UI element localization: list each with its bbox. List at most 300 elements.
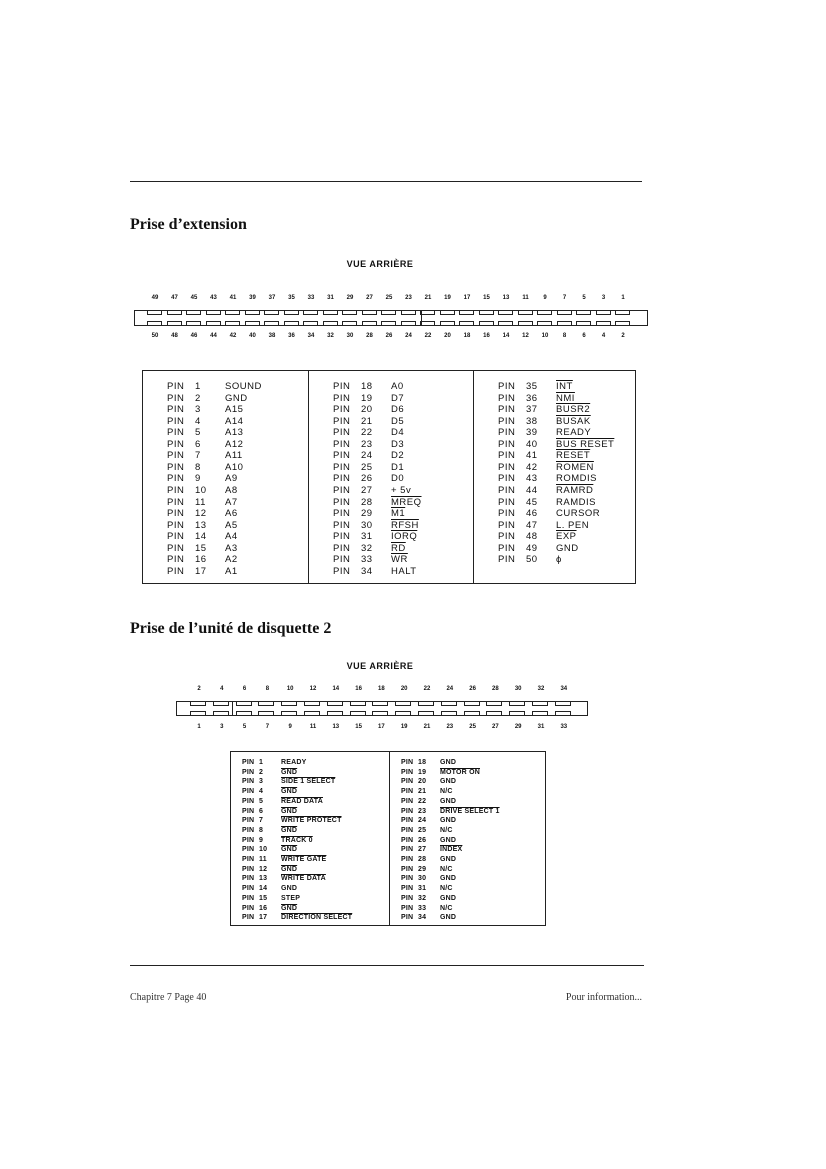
pin-number: 8 (259, 826, 264, 834)
pin-label: PIN (401, 768, 414, 776)
connector-slot (342, 310, 357, 315)
pin-label: PIN (401, 817, 414, 825)
pin-label: PIN (242, 894, 255, 902)
pin-label: PIN (167, 519, 185, 531)
pin-number: 30 (361, 519, 373, 531)
connector-slot (342, 321, 357, 326)
pin-label: PIN (167, 392, 185, 404)
pin-number: 26 (418, 836, 427, 844)
pin-label: PIN (167, 381, 185, 392)
pin-signal: WRITE GATE (281, 856, 327, 863)
pin-label: PIN (242, 768, 255, 776)
pin-label: PIN (242, 817, 255, 825)
pin-label: PIN (498, 381, 516, 392)
pin-label: PIN (333, 427, 351, 439)
connector-slot (464, 711, 480, 716)
pin-number: 21 (424, 295, 432, 301)
pin-number: 16 (195, 554, 207, 566)
pin-number: 8 (265, 686, 270, 692)
pin-label: PIN (333, 473, 351, 485)
connector-slot (486, 711, 502, 716)
connector-slot (459, 310, 474, 315)
pin-signal: ROMDIS (556, 473, 597, 485)
pin-signal: A2 (225, 554, 238, 566)
pin-signal: GND (440, 797, 457, 805)
pin-signal: STEP (281, 894, 301, 902)
pin-label: PIN (401, 865, 414, 873)
pin-number: 34 (307, 333, 315, 339)
pin-signal: GND (440, 817, 457, 825)
connector-slot (362, 310, 377, 315)
pin-number: 8 (195, 461, 201, 473)
pin-column-1 (231, 752, 389, 925)
connector-slot (518, 310, 533, 315)
pin-label: PIN (167, 461, 185, 473)
pin-signal: BUSR2 (556, 404, 591, 416)
pin-signal: N/C (440, 904, 453, 912)
pin-label: PIN (498, 450, 516, 462)
pin-label: PIN (333, 531, 351, 543)
pin-number: 22 (423, 686, 431, 692)
pin-signal: READ DATA (281, 797, 323, 805)
pin-number: 8 (562, 333, 567, 339)
pin-label: PIN (242, 846, 255, 854)
pin-number: 4 (259, 788, 264, 796)
connector-slot (167, 310, 182, 315)
pin-number: 9 (288, 724, 292, 730)
connector-slot (615, 310, 630, 315)
pin-number: 7 (259, 817, 264, 825)
pin-number: 15 (195, 542, 207, 554)
pin-label: PIN (242, 788, 255, 796)
connector-slot (509, 701, 525, 706)
pin-label: PIN (401, 836, 414, 844)
pin-label: PIN (333, 461, 351, 473)
pin-label: PIN (167, 427, 185, 439)
view-label-disk: VUE ARRIÈRE (346, 661, 414, 671)
connector-slot (245, 310, 260, 315)
pin-number: 3 (601, 295, 606, 301)
pin-number: 48 (171, 333, 178, 339)
pin-number: 13 (332, 724, 340, 730)
pin-signal: ROMEN (556, 461, 594, 473)
pin-signal: D3 (391, 438, 405, 450)
pin-signal: N/C (440, 826, 453, 834)
pin-number: 37 (268, 295, 276, 301)
connector-slot (245, 321, 260, 326)
pin-signal: RFSH (391, 519, 419, 531)
pin-signal: HALT (391, 565, 417, 577)
pin-signal: M1 (391, 508, 406, 520)
pin-signal: N/C (440, 885, 453, 893)
pin-label: PIN (167, 415, 185, 427)
connector-slot (303, 310, 318, 315)
pin-number: 46 (190, 333, 198, 339)
pin-number: 42 (229, 333, 237, 339)
connector-slot (213, 711, 229, 716)
pin-number: 47 (526, 519, 538, 531)
top-rule (130, 181, 642, 182)
pin-label: PIN (333, 484, 351, 496)
pin-label: PIN (401, 778, 414, 786)
pin-number: 36 (526, 392, 538, 404)
pin-number: 34 (560, 686, 568, 692)
pin-number: 15 (483, 295, 490, 301)
connector-slot (441, 701, 457, 706)
pin-label: PIN (498, 484, 516, 496)
pin-signal: A7 (225, 496, 238, 508)
pin-signal: $\overline{GND}$ (281, 904, 298, 912)
pin-label: PIN (242, 826, 255, 834)
pin-number: 18 (378, 686, 385, 692)
pin-signal: GND (440, 856, 457, 863)
pin-number: 31 (327, 295, 334, 301)
pin-number: 50 (526, 554, 538, 566)
pin-number: 7 (265, 724, 270, 730)
pin-number: 4 (195, 415, 201, 427)
connector-slot (304, 701, 320, 706)
pin-number: 28 (418, 856, 427, 863)
pin-label: PIN (401, 797, 414, 805)
connector-slot (576, 321, 591, 326)
pin-number: 28 (366, 333, 373, 339)
pin-number: 6 (195, 438, 201, 450)
pin-number: 34 (418, 914, 427, 922)
pin-label: PIN (401, 846, 414, 854)
pin-number: 25 (385, 295, 393, 301)
pin-label: PIN (167, 450, 185, 462)
connector-slot (281, 701, 297, 706)
connector-slot (258, 711, 274, 716)
pin-number: 25 (418, 826, 427, 834)
section-title-disk: Prise de l’unité de disquette 2 (130, 620, 332, 637)
connector-slot (532, 701, 548, 706)
pin-label: PIN (242, 914, 255, 922)
expansion-pin-table (142, 370, 636, 584)
pin-label: PIN (242, 836, 255, 844)
pin-number: 21 (423, 724, 431, 730)
connector-slot (372, 711, 388, 716)
pin-signal: D6 (391, 404, 405, 416)
connector-slot (264, 321, 279, 326)
pin-number: 28 (492, 686, 499, 692)
pin-label: PIN (242, 778, 255, 786)
pin-signal: IORQ (391, 531, 418, 543)
connector-divider (232, 702, 233, 715)
pin-label: PIN (498, 415, 516, 427)
pin-number: 44 (210, 333, 217, 339)
pin-number: 5 (242, 724, 247, 730)
pin-number: 32 (361, 542, 373, 554)
pin-number: 41 (229, 295, 237, 301)
expansion-bottom-pin-numbers (0, 333, 826, 341)
pin-number: 31 (418, 885, 427, 893)
pin-number: 3 (220, 724, 224, 730)
pin-signal: READY (281, 759, 307, 766)
pin-number: 2 (195, 392, 201, 404)
pin-number: 30 (514, 686, 522, 692)
pin-number: 5 (195, 427, 201, 439)
pin-number: 17 (195, 565, 207, 577)
pin-number: 16 (355, 686, 362, 692)
pin-label: PIN (242, 865, 255, 873)
pin-column-1 (143, 371, 308, 583)
pin-signal: DRIVE SELECT 1 (440, 807, 500, 815)
pin-label: PIN (333, 450, 351, 462)
pin-number: 20 (400, 686, 408, 692)
pin-number: 44 (526, 484, 538, 496)
pin-signal: A14 (225, 415, 244, 427)
pin-number: 24 (446, 686, 454, 692)
pin-number: 19 (400, 724, 408, 730)
pin-signal: GND (440, 778, 457, 786)
pin-label: PIN (333, 438, 351, 450)
connector-slot (327, 701, 343, 706)
pin-signal: N/C (440, 788, 453, 796)
pin-signal: TRACK 0 (281, 836, 313, 844)
pin-number: 46 (526, 508, 538, 520)
pin-label: PIN (498, 554, 516, 566)
pin-number: 29 (361, 508, 373, 520)
connector-slot (323, 310, 338, 315)
pin-number: 13 (195, 519, 207, 531)
pin-number: 10 (259, 846, 268, 854)
pin-number: 10 (286, 686, 294, 692)
pin-number: 20 (444, 333, 451, 339)
pin-label: PIN (401, 759, 414, 766)
pin-number: 12 (309, 686, 317, 692)
pin-number: 29 (418, 865, 427, 873)
pin-signal: RAMDIS (556, 496, 596, 508)
pin-label: PIN (333, 508, 351, 520)
pin-number: 7 (195, 450, 201, 462)
connector-slot (459, 321, 474, 326)
connector-slot (498, 321, 513, 326)
pin-number: 24 (361, 450, 373, 462)
pin-number: 15 (259, 894, 268, 902)
pin-number: 29 (514, 724, 522, 730)
pin-number: 30 (346, 333, 354, 339)
pin-number: 31 (361, 531, 373, 543)
pin-signal: $\overline{EXP}$ (556, 531, 577, 543)
connector-slot (236, 701, 252, 706)
connector-slot (225, 321, 240, 326)
pin-number: 2 (259, 768, 264, 776)
pin-signal: GND (440, 875, 457, 883)
connector-slot (381, 321, 396, 326)
pin-number: 4 (220, 686, 224, 692)
pin-signal: A3 (225, 542, 238, 554)
pin-number: 40 (526, 438, 538, 450)
pin-number: 12 (195, 508, 207, 520)
pin-label: PIN (401, 885, 414, 893)
pin-label: PIN (498, 508, 516, 520)
pin-number: 39 (526, 427, 538, 439)
pin-number: 26 (361, 473, 373, 485)
pin-number: 10 (195, 484, 207, 496)
connector-slot (486, 701, 502, 706)
connector-slot (206, 321, 221, 326)
connector-slot (418, 701, 434, 706)
pin-number: 24 (405, 333, 412, 339)
pin-number: 21 (361, 415, 373, 427)
pin-number: 43 (210, 295, 217, 301)
pin-label: PIN (498, 542, 516, 554)
connector-slot (213, 701, 229, 706)
pin-signal: $\overline{GND}$ (281, 846, 298, 854)
pin-number: 11 (522, 295, 529, 301)
connector-slot (303, 321, 318, 326)
pin-signal: $\overline{GND}$ (281, 768, 298, 776)
pin-number: 41 (526, 450, 538, 462)
connector-slot (420, 321, 435, 326)
pin-number: 11 (259, 856, 267, 863)
connector-slot (557, 321, 572, 326)
pin-column-2 (308, 371, 474, 583)
connector-slot (381, 310, 396, 315)
pin-number: 24 (418, 817, 427, 825)
pin-column-2 (389, 752, 548, 925)
pin-label: PIN (401, 826, 414, 834)
pin-label: PIN (167, 404, 185, 416)
connector-slot (284, 310, 299, 315)
pin-signal: A13 (225, 427, 244, 439)
pin-signal: A0 (391, 381, 404, 392)
pin-signal: A10 (225, 461, 244, 473)
connector-slot (362, 321, 377, 326)
pin-number: 27 (418, 846, 427, 854)
pin-number: 18 (418, 759, 427, 766)
pin-number: 6 (582, 333, 586, 339)
pin-signal: RAMRD (556, 484, 594, 496)
pin-signal: READY (556, 427, 592, 439)
pin-number: 33 (361, 554, 373, 566)
pin-number: 14 (195, 531, 207, 543)
pin-signal: BUS RESET (556, 438, 615, 450)
pin-number: 49 (526, 542, 538, 554)
connector-slot (167, 321, 182, 326)
pin-label: PIN (498, 519, 516, 531)
connector-slot (555, 701, 571, 706)
connector-slot (479, 321, 494, 326)
pin-number: 43 (526, 473, 538, 485)
pin-label: PIN (333, 565, 351, 577)
connector-slot (281, 711, 297, 716)
pin-signal: BUSAK (556, 415, 591, 427)
pin-number: 23 (446, 724, 454, 730)
pin-number: 32 (418, 894, 427, 902)
pin-number: 23 (405, 295, 412, 301)
connector-slot (537, 321, 552, 326)
pin-number: 18 (361, 381, 373, 392)
connector-slot (190, 701, 206, 706)
pin-number: 26 (469, 686, 476, 692)
pin-number: 39 (249, 295, 256, 301)
pin-signal: ϕ (556, 554, 562, 566)
connector-slot (395, 701, 411, 706)
pin-number: 38 (526, 415, 538, 427)
connector-slot (350, 701, 366, 706)
pin-number: 16 (259, 904, 268, 912)
pin-number: 18 (463, 333, 471, 339)
pin-number: 17 (259, 914, 268, 922)
connector-slot (615, 321, 630, 326)
pin-number: 30 (418, 875, 427, 883)
disk-bottom-pin-numbers (0, 724, 826, 733)
pin-number: 25 (361, 461, 373, 473)
pin-number: 19 (418, 768, 427, 776)
connector-slot (190, 711, 206, 716)
pin-number: 21 (418, 788, 427, 796)
pin-number: 20 (361, 404, 373, 416)
pin-signal: D1 (391, 461, 405, 473)
pin-number: 29 (346, 295, 354, 301)
pin-label: PIN (167, 496, 185, 508)
connector-slot (186, 321, 201, 326)
connector-slot (264, 310, 279, 315)
pin-number: 32 (537, 686, 545, 692)
pin-label: PIN (167, 484, 185, 496)
pin-signal: GND (281, 885, 298, 893)
pin-number: 1 (259, 759, 264, 766)
pin-signal: GND (440, 836, 457, 844)
footer-right: Pour information... (565, 992, 642, 1003)
expansion-top-pin-numbers (0, 295, 826, 303)
pin-signal: $\overline{GND}$ (281, 807, 298, 815)
pin-label: PIN (498, 473, 516, 485)
pin-number: 9 (259, 836, 264, 844)
pin-number: 22 (424, 333, 432, 339)
pin-signal: $\overline{GND}$ (281, 788, 298, 796)
pin-signal: INDEX (440, 846, 463, 854)
pin-number: 32 (327, 333, 334, 339)
pin-number: 35 (526, 381, 538, 392)
pin-column-3 (473, 371, 638, 583)
pin-number: 36 (288, 333, 295, 339)
pin-number: 3 (195, 404, 201, 416)
pin-number: 1 (195, 381, 201, 392)
pin-number: 9 (195, 473, 201, 485)
pin-label: PIN (242, 797, 255, 805)
pin-number: 5 (582, 295, 586, 301)
pin-number: 25 (469, 724, 476, 730)
connector-slot (401, 321, 416, 326)
pin-signal: + 5v (391, 484, 412, 496)
pin-number: 22 (418, 797, 427, 805)
footer-left: Chapitre 7 Page 40 (130, 992, 207, 1003)
pin-signal: A6 (225, 508, 238, 520)
pin-number: 2 (197, 686, 201, 692)
pin-signal: N/C (440, 865, 453, 873)
connector-slot (555, 711, 571, 716)
pin-label: PIN (401, 904, 414, 912)
connector-slot (372, 701, 388, 706)
pin-number: 9 (543, 295, 547, 301)
pin-label: PIN (167, 438, 185, 450)
pin-number: 17 (378, 724, 385, 730)
pin-number: 23 (361, 438, 373, 450)
pin-number: 11 (309, 724, 317, 730)
pin-number: 3 (259, 778, 264, 786)
pin-signal: A5 (225, 519, 238, 531)
pin-signal: D0 (391, 473, 405, 485)
pin-number: 14 (259, 885, 268, 893)
pin-label: PIN (242, 904, 255, 912)
connector-slot (518, 321, 533, 326)
pin-number: 45 (526, 496, 538, 508)
pin-number: 6 (259, 807, 264, 815)
pin-number: 12 (522, 333, 529, 339)
